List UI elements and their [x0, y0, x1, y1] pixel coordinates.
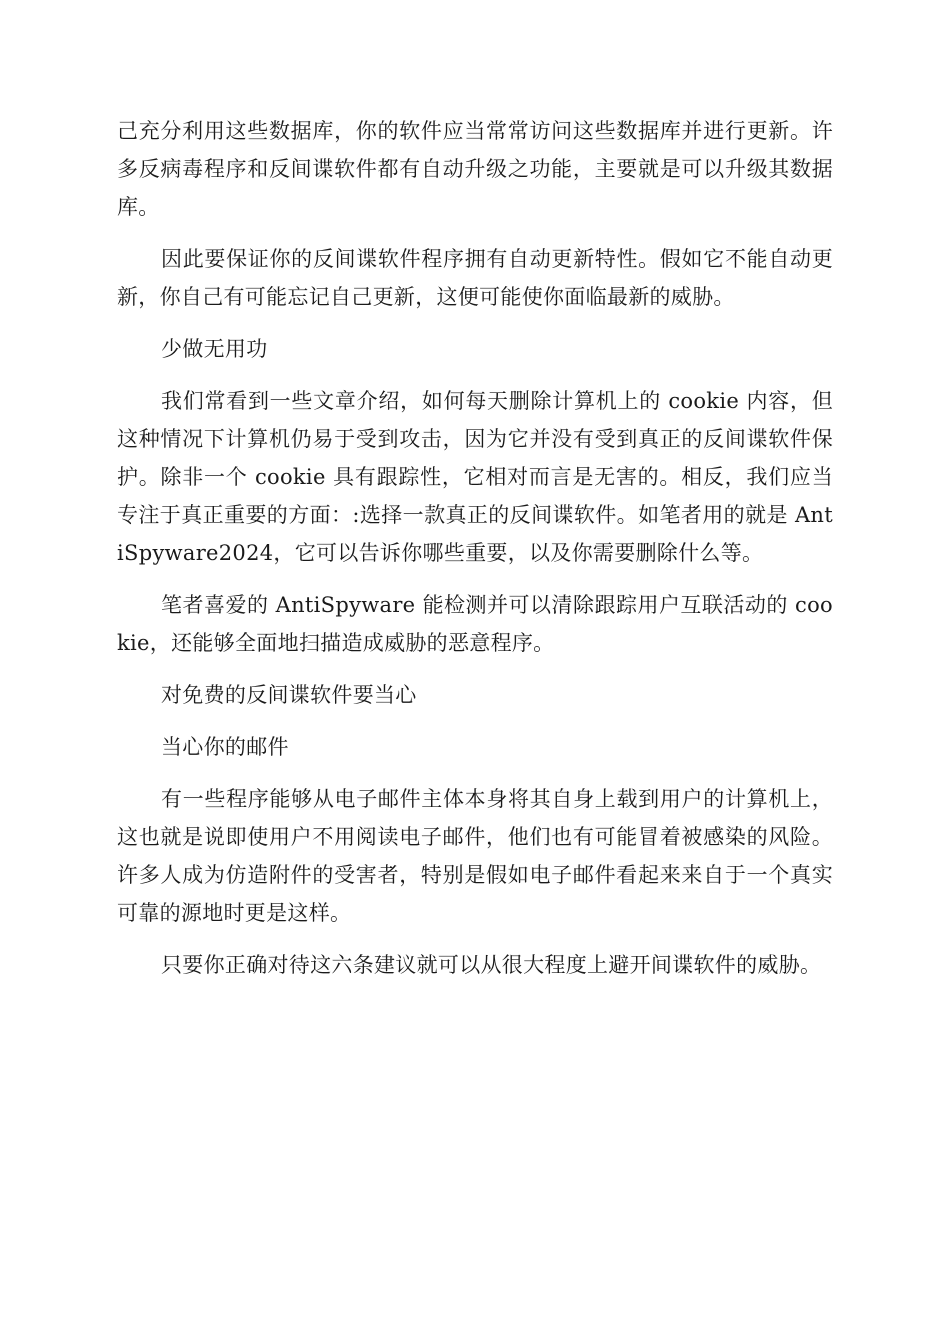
- paragraph-database-update: 己充分利用这些数据库，你的软件应当常常访问这些数据库并进行更新。许多反病毒程序和反间谍软件都有自动升级之功能，主要就是可以升级其数据库。: [117, 119, 833, 219]
- document-body: [117, 112, 833, 998]
- paragraph-antispyware-features: 笔者喜爱的 AntiSpyware 能检测并可以清除跟踪用户互联活动的 cookie，还能够全面地扫描造成威胁的恶意程序。: [117, 593, 833, 655]
- paragraph-email-risk: 有一些程序能够从电子邮件主体本身将其自身上载到用户的计算机上，这也就是说即使用户不用阅读电子邮件，他们也有可能冒着被感染的风险。许多人成为仿造附件的受害者，特别是假如电子邮件看起来来自于一个真实可靠的源地时更是这样。: [117, 787, 833, 925]
- section-heading-free-software-caution: 对免费的反间谍软件要当心: [161, 683, 417, 707]
- paragraph-conclusion: 只要你正确对待这六条建议就可以从很大程度上避开间谍软件的威胁。: [161, 953, 822, 977]
- paragraph-auto-update: 因此要保证你的反间谍软件程序拥有自动更新特性。假如它不能自动更新，你自己有可能忘记自己更新，这便可能使你面临最新的威胁。: [117, 247, 833, 309]
- paragraph-cookie-advice: 我们常看到一些文章介绍，如何每天删除计算机上的 cookie 内容，但这种情况下计算机仍易于受到攻击，因为它并没有受到真正的反间谍软件保护。除非一个 cookie 具有跟踪性，它相对而言是无害的。相反，我们应当专注于真正重要的方面：:选择一款真正的反间谍软件。如笔者用的就是 AntiSpyware2024，它可以告诉你哪些重要，以及你需要删除什么等。: [117, 389, 833, 565]
- section-heading-email-caution: 当心你的邮件: [161, 735, 289, 759]
- section-heading-no-useless-work: 少做无用功: [161, 337, 268, 361]
